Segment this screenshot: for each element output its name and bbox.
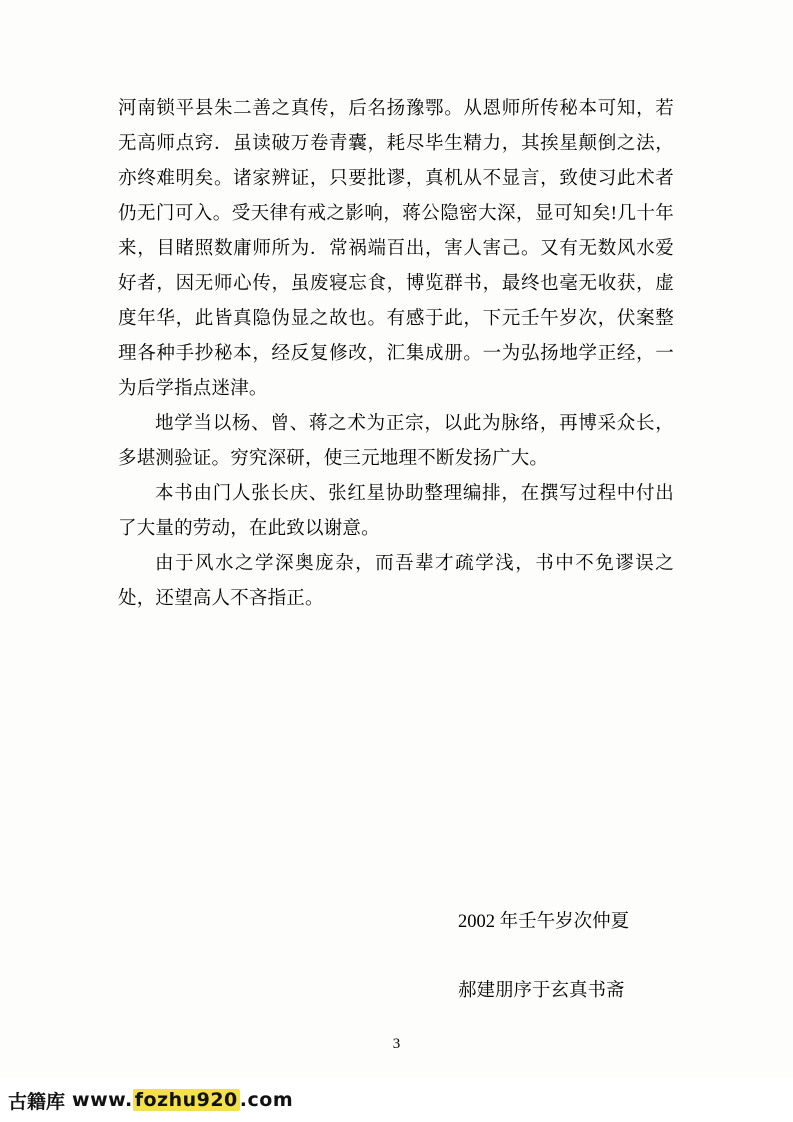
footer-strip xyxy=(0,1116,793,1122)
footer-logo-text: 古籍库 xyxy=(8,1090,66,1113)
page-number: 3 xyxy=(392,1036,401,1052)
document-body xyxy=(118,92,674,617)
paragraph-3: 本书由门人张长庆、张红星协助整理编排，在撰写过程中付出了大量的劳动，在此致以谢意。 xyxy=(118,484,674,539)
paragraph-2: 地学当以杨、曾、蒋之术为正宗，以此为脉络，再博采众长，多堪测验证。穷究深研，使三元地理不断发扬广大。 xyxy=(118,414,674,469)
signature-author: 郝建朋序于玄真书斋 xyxy=(458,981,625,1001)
paragraph-4: 由于风水之学深奥庞杂，而吾辈才疏学浅，书中不免谬误之处，还望高人不吝指正。 xyxy=(118,554,674,609)
footer-url-suffix: .com xyxy=(239,1089,294,1111)
signature-block xyxy=(118,905,674,1009)
signature-date: 2002 年壬午岁次仲夏 xyxy=(458,912,630,932)
footer-url xyxy=(65,1089,293,1111)
paragraph-1: 河南锁平县朱二善之真传，后名扬豫鄂。从恩师所传秘本可知，若无高师点窍．虽读破万卷青囊，耗尽毕生精力，其挨星颠倒之法，亦终难明矣。诸家辨证，只要批谬，真机从不显言，致使习此术者仍无门可入。受天律有戒之影响，蒋公隐密大深，显可知矣!几十年来，目睹照数庸师所为．常祸端百出，害人害己。又有无数风水爱好者，因无师心传，虽废寝忘食，博览群书，最终也毫无收获，虚度年华，此皆真隐伪显之故也。有感于此，下元壬午岁次，伏案整理各种手抄秘本，经反复修改，汇集成册。一为弘扬地学正经，一为后学指点迷津。 xyxy=(118,99,674,399)
footer-url-prefix: www. xyxy=(72,1089,133,1111)
footer-url-highlight: fozhu920 xyxy=(134,1089,238,1111)
